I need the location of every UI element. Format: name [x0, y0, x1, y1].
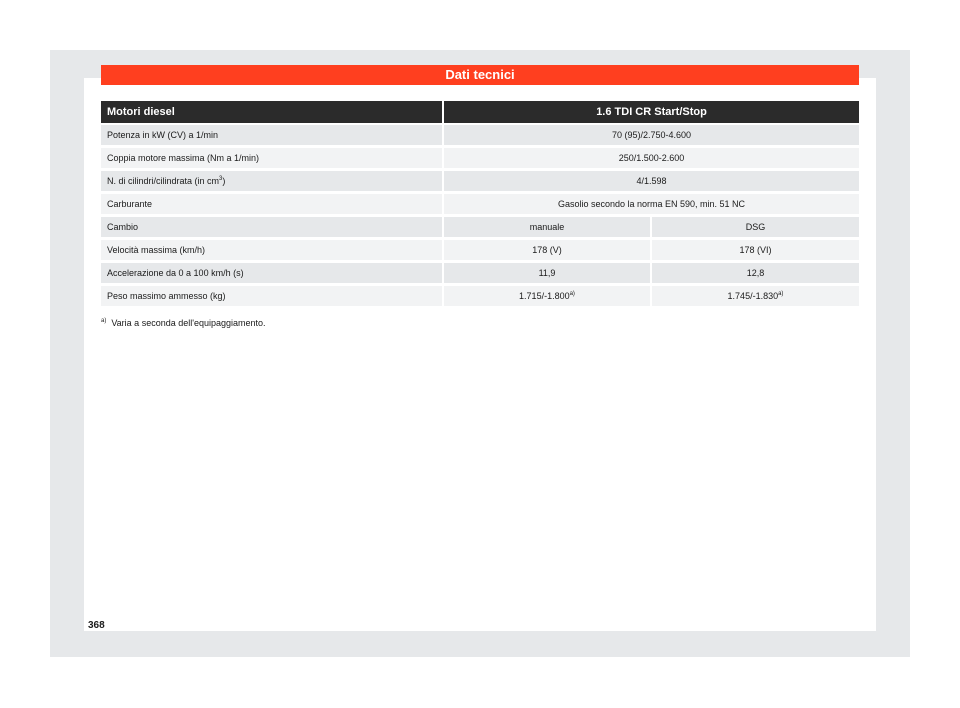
row-value-dsg: 178 (VI) [652, 240, 859, 263]
table-row [101, 148, 859, 171]
row-label: Coppia motore massima (Nm a 1/min) [101, 148, 444, 171]
table-header-row [101, 101, 859, 125]
footnote-text: Varia a seconda dell'equipaggiamento. [111, 318, 266, 328]
section-title: Dati tecnici [101, 65, 859, 85]
page-number: 368 [88, 620, 105, 631]
row-label: Cambio [101, 217, 444, 240]
row-value-dsg: DSG [652, 217, 859, 240]
table-row [101, 263, 859, 286]
row-value-dsg: 1.745/-1.830$^{a)}$ [652, 286, 859, 309]
row-value: 70 (95)/2.750-4.600 [444, 125, 859, 148]
row-label: Velocità massima (km/h) [101, 240, 444, 263]
row-value-manual: 1.715/-1.800$^{a)}$ [444, 286, 652, 309]
footnote-ref: a) [778, 291, 784, 297]
row-label: N. di cilindri/cilindrata (in cm$^3$) [101, 171, 444, 194]
footnote-ref: a) [569, 291, 575, 297]
row-value-dsg: 12,8 [652, 263, 859, 286]
table-row [101, 125, 859, 148]
table-row [101, 194, 859, 217]
specs-table [101, 101, 859, 309]
row-label: Accelerazione da 0 a 100 km/h (s) [101, 263, 444, 286]
table-row [101, 286, 859, 309]
row-label: Potenza in kW (CV) a 1/min [101, 125, 444, 148]
row-value: 4/1.598 [444, 171, 859, 194]
row-value-manual: 11,9 [444, 263, 652, 286]
row-label: Peso massimo ammesso (kg) [101, 286, 444, 309]
footnote [101, 318, 266, 328]
table-row [101, 240, 859, 263]
header-engine-type: Motori diesel [101, 101, 444, 125]
table-row [101, 217, 859, 240]
row-label: Carburante [101, 194, 444, 217]
row-value-manual: 178 (V) [444, 240, 652, 263]
row-value: Gasolio secondo la norma EN 590, min. 51 NC [444, 194, 859, 217]
header-engine-model: 1.6 TDI CR Start/Stop [444, 101, 859, 125]
footnote-mark: a) [101, 318, 107, 324]
table-row [101, 171, 859, 194]
row-value: 250/1.500-2.600 [444, 148, 859, 171]
row-value-manual: manuale [444, 217, 652, 240]
